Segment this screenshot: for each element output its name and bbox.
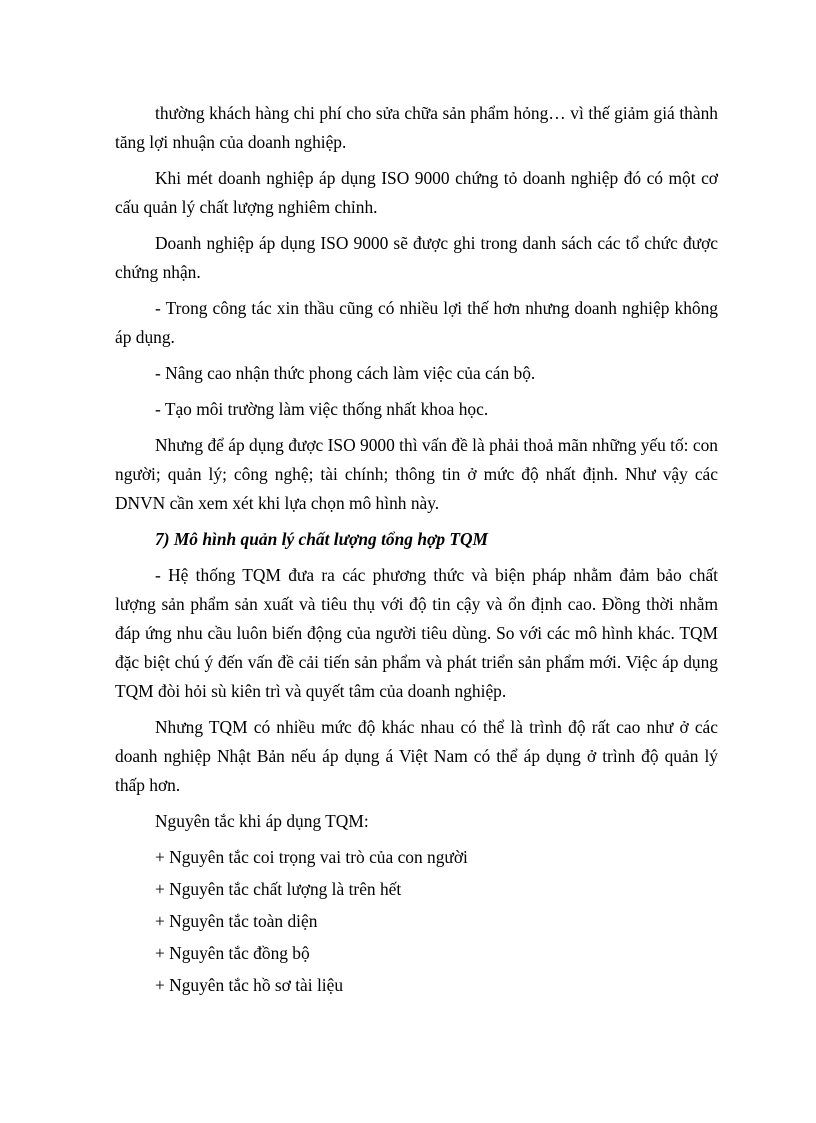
principle-item: + Nguyên tắc toàn diện (155, 911, 318, 931)
document-page (115, 99, 718, 1003)
principle-item: + Nguyên tắc đồng bộ (155, 943, 310, 963)
principles-list (115, 843, 718, 1000)
paragraph-work-style: - Nâng cao nhận thức phong cách làm việc của cán bộ. (155, 363, 536, 383)
paragraph-tqm-levels: Nhưng TQM có nhiều mức độ khác nhau có thể là trình độ rất cao như ở các doanh nghiệp Nhật Bản nếu áp dụng á Việt Nam có thể áp dụng ở trình độ quản lý thấp hơn. (115, 717, 718, 795)
paragraph-tqm-system: - Hệ thống TQM đưa ra các phương thức và biện pháp nhằm đảm bảo chất lượng sản phẩm sản xuất và tiêu thụ với độ tin cậy và ổn định cao. Đồng thời nhằm đáp ứng nhu cầu luôn biến động của người tiêu dùng. So với các mô hình khác. TQM đặc biệt chú ý đến vấn đề cải tiến sản phẩm và phát triển sản phẩm mới. Việc áp dụng TQM đòi hỏi sù kiên trì và quyết tâm của doanh nghiệp. (115, 565, 718, 701)
paragraph-quality-structure: Khi mét doanh nghiệp áp dụng ISO 9000 chứng tỏ doanh nghiệp đó có một cơ cấu quản lý chất lượng nghiêm chỉnh. (115, 168, 718, 217)
principle-item: + Nguyên tắc hồ sơ tài liệu (155, 975, 344, 995)
principle-item: + Nguyên tắc chất lượng là trên hết (155, 879, 402, 899)
paragraph-bidding-advantage: - Trong công tác xin thầu cũng có nhiều lợi thế hơn nhưng doanh nghiệp không áp dụng. (115, 298, 718, 347)
principle-item: + Nguyên tắc coi trọng vai trò của con người (155, 847, 468, 867)
paragraph-certification-list: Doanh nghiệp áp dụng ISO 9000 sẽ được ghi trong danh sách các tổ chức được chứng nhận. (115, 233, 718, 282)
paragraph-cost-savings: thường khách hàng chi phí cho sửa chữa sản phẩm hỏng… vì thế giảm giá thành tăng lợi nhuận của doanh nghiệp. (115, 103, 718, 152)
paragraph-iso-requirements: Nhưng để áp dụng được ISO 9000 thì vấn đề là phải thoả mãn những yếu tố: con người; quản lý; công nghệ; tài chính; thông tin ở mức độ nhất định. Như vậy các DNVN cần xem xét khi lựa chọn mô hình này. (115, 435, 718, 513)
paragraph-work-environment: - Tạo môi trường làm việc thống nhất khoa học. (155, 399, 489, 419)
section-heading-tqm: 7) Mô hình quản lý chất lượng tổng hợp TQM (155, 529, 489, 549)
paragraph-principles-intro: Nguyên tắc khi áp dụng TQM: (155, 811, 369, 831)
